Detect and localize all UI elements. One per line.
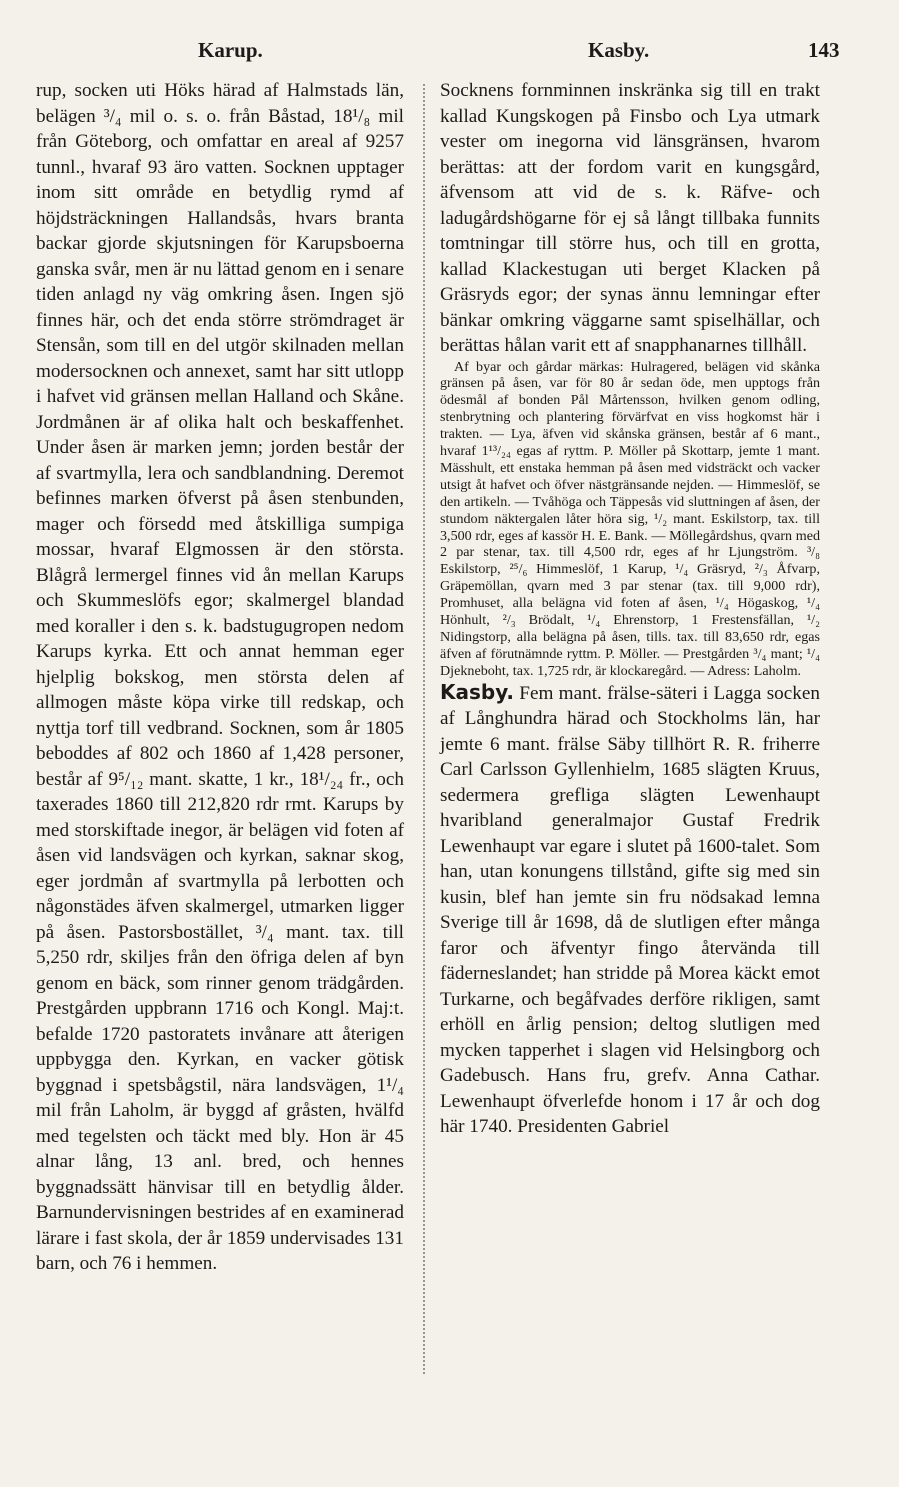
left-column [36,78,404,1277]
kasby-article [440,680,820,1140]
running-head-center: Kasby. [588,38,650,62]
kasby-article-text: Fem mant. frälse-säteri i Lagga socken af Långhundra härad och Stockholms län, har jemte 6 mant. frälse Säby tillhört R. R. friherre Carl Carlsson Gyllenhielm, 1685 slägten Kruus, sedermera grefliga slägten Lewenhaupt hvaribland generalmajor Gustaf Fredrik Lewenhaupt var egare i slutet på 1600-talet. Som han, utan konungens tillstånd, gifte sig med sin kusin, blef han jemte sin fru nödsakad lemna Sverige till år 1698, då de slutligen efter många faror och äfventyr fingo återvända till fäderneslandet; han stridde på Morea käckt emot Turkarne, och begåfvades derföre rikligen, samt erhöll en årlig pension; deltog slutligen med mycken tapperhet i slagen vid Helsingborg och Gadebusch. Hans fru, grefv. Anna Cathar. Lewenhaupt öfverlefde honom i 17 år och dog här 1740. Presidenten Gabriel [440,682,820,1138]
byar-gardar-paragraph: Af byar och gårdar märkas: Hulragered, belägen vid skånka gränsen på åsen, var för 80 år sedan öde, men upptogs från ödesmål af bonden Pål Mårtensson, hvilken genom odling, stenbrytning och plantering förvärfvat en viss hogkomst här i trakten. — Lya, äfven vid skånska gränsen, består af 6 mant., hvaraf 1¹³/₂₄ egas af ryttm. P. Möller på Skottarp, jemte 1 mant. Mässhult, ett enstaka hemman på åsen med vidsträckt och vacker utsigt åt hafvet och öfver nästgränsande nejden. — Himmeslöf, se den artikeln. — Tvåhöga och Täppesås vid sluttningen af åsen, der stundom näktergalen låter höra sig, ¹/₂ mant. Eskilstorp, tax. till 3,500 rdr, eges af kassör H. E. Bank. — Möllegårdshus, qvarn med 2 par stenar, tax. till 4,500 rdr, eges af hr Ljungström. ³/₈ Eskilstorp, ²⁵/₆ Himmeslöf, 1 Karup, ¹/₄ Gräsryd, ²/₃ Åfvarp, Gräpemöllan, qvarn med 3 par stenar (tax. till 9,000 rdr), Promhuset, alla belägna vid foten af åsen, ¹/₄ Högaskog, ¹/₄ Hönhult, ²/₃ Brödalt, ¹/₄ Ehrenstorp, 1 Frestensfällan, ¹/₂ Nidingstorp, alla belägna på åsen, tills. tax. till 83,650 rdr, egas äfven af förutnämnde ryttm. P. Möller. — Prestgården ³/₄ mant; ¹/₄ Djekneboht, tax. 1,725 rdr, är klockaregård. — Adress: Laholm. [440,358,820,679]
kasby-headword: Kasby. [440,679,515,704]
running-head-left: Karup. [198,38,263,62]
column-divider [423,84,426,1374]
page-header [0,38,899,68]
karup-article-text: rup, socken uti Höks härad af Halmstads län, belägen ³/₄ mil o. s. o. från Båstad, 18¹/₈ mil från Göteborg, och omfattar en areal af 9257 tunnl., hvaraf 93 äro vatten. Socknen upptager inom sitt område en betydlig rymd af höjdsträckningen Hallandsås, hvars branta backar gjorde skjutsningen för Karupsboerna ganska svår, men är nu lättad genom en i senare tiden anlagd ny väg omkring åsen. Ingen sjö finnes här, och det enda större strömdraget är Stensån, som till en del utgör skilnaden mellan modersocknen och annexet, samt har sitt utlopp i hafvet vid gränsen mellan Halland och Skåne. Jordmånen är af olika halt och beskaffenhet. Under åsen är marken jemn; jorden består der af svartmylla, lera och sandblandning. Deremot befinnes marken öfverst på åsen stenbunden, mager och försedd med åtskilliga sumpiga mossar, hvaraf Elgmossen är den största. Blågrå lermergel finnes vid ån mellan Karups och Skummeslöfs egor; skalmergel blandad med koraller i den s. k. badstugugropen nedom Karups kyrka. Ett och annat hemman eger hjelplig bokskog, men största delen af allmogen måste köpa virke till redskap, och nyttja torf till vedbrand. Socknen, som år 1805 beboddes af 802 och 1860 af 1,428 personer, består af 9⁵/₁₂ mant. skatte, 1 kr., 18¹/₂₄ fr., och taxerades 1860 till 212,820 rdr rmt. Karups by med storskiftade inegor, är belägen vid foten af åsen vid landsvägen och kyrkan, saknar skog, eger jordmån af svartmylla på lerbotten och någonstädes äfven skalmergel, utmarken ligger på åsen. Pastorsbostället, ³/₄ mant. tax. till 5,250 rdr, skiljes från den öfriga delen af byn genom en bäck, som rinner genom trädgården. Prestgården uppbrann 1716 och Kongl. Maj:t. befalde 1720 pastoratets invånare att återigen uppbygga den. Kyrkan, en vacker götisk byggnad i spetsbågstil, nära landsvägen, 1¹/₄ mil från Laholm, är byggd af gråsten, hvälfd med tegelsten och täckt med bly. Hon är 45 alnar lång, 13 anl. bred, och hennes byggnadssätt hänvisar till en betydlig ålder. Barnundervisningen bestrides af en examinerad lärare i fast skola, der år 1859 undervisades 131 barn, och 76 i hemmen. [36,80,404,1274]
fornminnen-paragraph: Socknens fornminnen inskränka sig till en trakt kallad Kungskogen på Finsbo och Lya utmark vester om inegorna vid länsgränsen, hvarom berättas: att der fordom varit en kungsgård, äfvensom att vid de s. k. Räfve- och ladugårdshögarne för ej så långt tillbaka funnits tomtningar till större hus, och till en grotta, kallad Klackestugan uti berget Klacken på Gräsryds egor; der synas ännu lemningar efter bänkar omkring väggarne samt spiselhällar, och berättas hålan varit ett af snapphanarnes tillhåll. [440,80,820,356]
page-number: 143 [808,38,840,62]
right-column [440,78,820,1140]
